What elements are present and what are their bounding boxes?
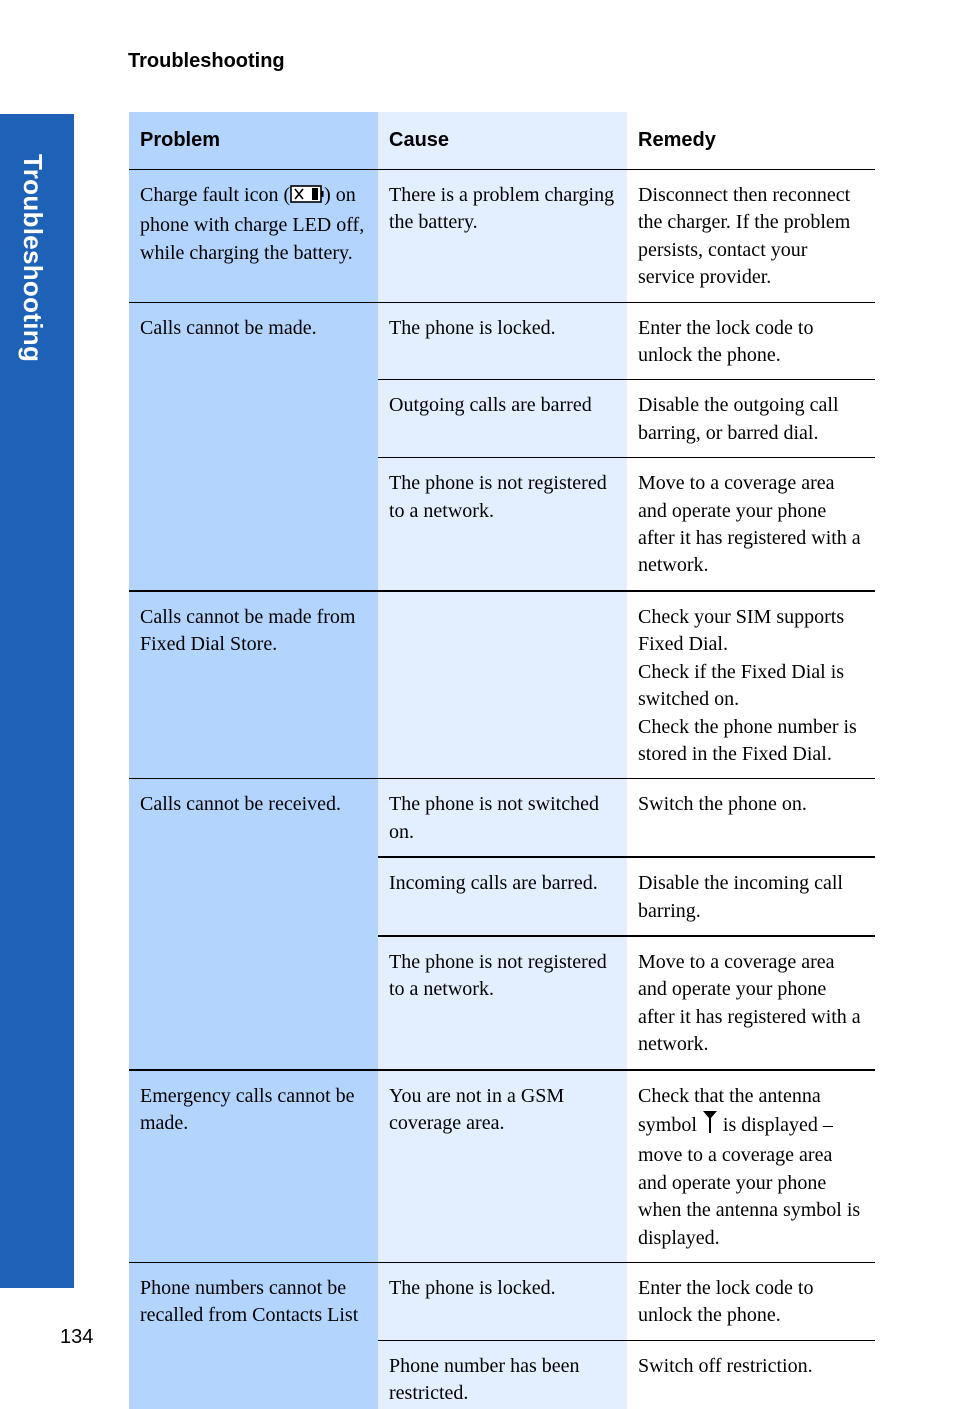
antenna-icon: [702, 1110, 718, 1142]
remedy-text-cont: is displayed – move to a coverage area and operate your phone when the antenna symbol is displayed.: [638, 1113, 861, 1249]
table-row: [129, 170, 875, 303]
remedy-cell: [627, 1070, 875, 1263]
remedy-cell: Enter the lock code to unlock the phone.: [627, 1263, 875, 1341]
remedy-text: Check that the antenna symbol: [638, 1084, 821, 1136]
cause-cell: The phone is locked.: [378, 302, 627, 380]
problem-cell: Calls cannot be made.: [129, 302, 378, 591]
remedy-cell: Disconnect then reconnect the charger. If the problem persists, contact your service provider.: [627, 170, 875, 303]
remedy-cell: Switch the phone on.: [627, 779, 875, 857]
cause-cell: The phone is locked.: [378, 1263, 627, 1341]
battery-charge-fault-icon: [290, 184, 324, 212]
remedy-line: Check the phone number is stored in the Fixed Dial.: [638, 715, 857, 765]
problem-cell: Phone numbers cannot be recalled from Contacts List: [129, 1263, 378, 1409]
header-cause: Cause: [378, 112, 627, 170]
page-number: 134: [60, 1326, 94, 1348]
troubleshooting-table: [129, 112, 875, 1409]
remedy-line: Check your SIM supports Fixed Dial.: [638, 605, 845, 656]
cause-cell: The phone is not switched on.: [378, 779, 627, 857]
cause-cell: The phone is not registered to a network.: [378, 458, 627, 591]
remedy-cell: Switch off restriction.: [627, 1340, 875, 1409]
cause-cell: Outgoing calls are barred: [378, 380, 627, 458]
problem-cell: Calls cannot be received.: [129, 779, 378, 1070]
table-header-row: [129, 112, 875, 170]
problem-cell: [129, 170, 378, 303]
remedy-cell: Move to a coverage area and operate your phone after it has registered with a network.: [627, 458, 875, 591]
remedy-cell: Disable the incoming call barring.: [627, 857, 875, 936]
cause-cell: [378, 591, 627, 779]
remedy-cell: Enter the lock code to unlock the phone.: [627, 302, 875, 380]
problem-cell: Calls cannot be made from Fixed Dial Store.: [129, 591, 378, 779]
table-row: [129, 1070, 875, 1263]
cause-cell: Phone number has been restricted.: [378, 1340, 627, 1409]
table-row: [129, 1263, 875, 1341]
cause-cell: You are not in a GSM coverage area.: [378, 1070, 627, 1263]
header-problem: Problem: [129, 112, 378, 170]
table-row: [129, 779, 875, 857]
cause-cell: There is a problem charging the battery.: [378, 170, 627, 303]
remedy-cell: Move to a coverage area and operate your phone after it has registered with a network.: [627, 936, 875, 1070]
cause-cell: Incoming calls are barred.: [378, 857, 627, 936]
running-head-title: Troubleshooting: [128, 50, 285, 72]
remedy-cell: Disable the outgoing call barring, or barred dial.: [627, 380, 875, 458]
side-tab-label: Troubleshooting: [18, 154, 48, 363]
remedy-cell: [627, 591, 875, 779]
cause-cell: The phone is not registered to a network.: [378, 936, 627, 1070]
problem-text: Charge fault icon (: [140, 184, 291, 206]
table-row: [129, 591, 875, 779]
table-row: [129, 302, 875, 380]
remedy-line: Check if the Fixed Dial is switched on.: [638, 660, 845, 711]
header-remedy: Remedy: [627, 112, 875, 170]
problem-cell: Emergency calls cannot be made.: [129, 1070, 378, 1263]
problem-text-cont: ) on phone with charge LED off, while charging the battery.: [140, 184, 365, 264]
